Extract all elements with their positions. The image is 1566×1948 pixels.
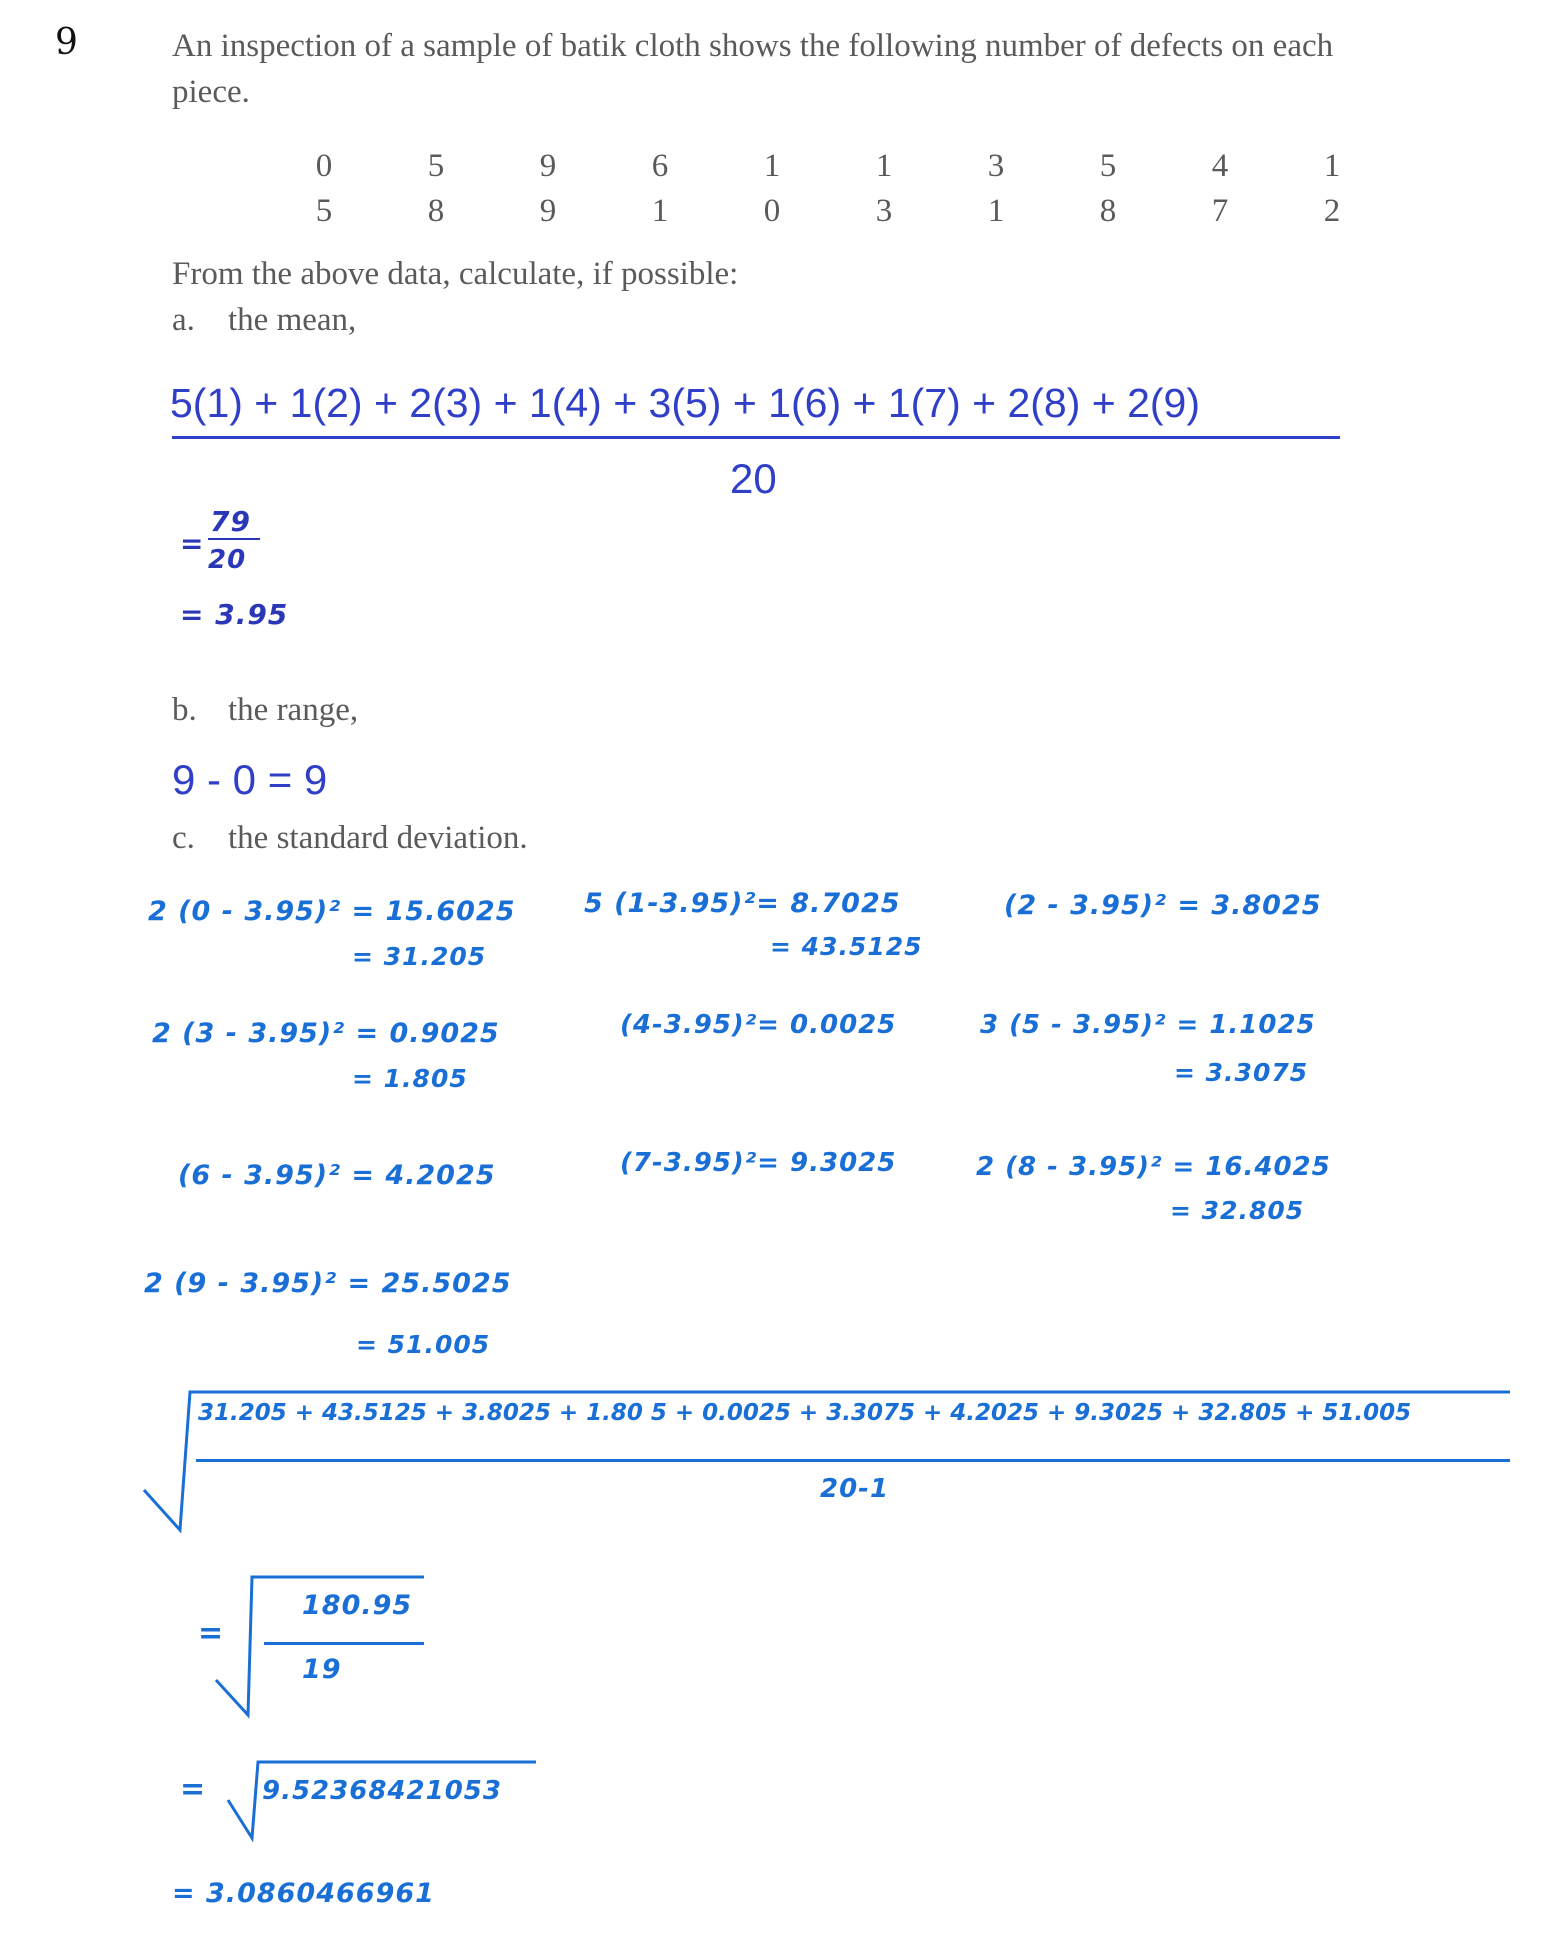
question-number: 9 xyxy=(55,22,78,63)
data-cell: 8 xyxy=(1099,193,1117,229)
sq-term-0: 2 (0 - 3.95)² = 15.6025 xyxy=(148,896,516,927)
final-answer: = 3.0860466961 xyxy=(172,1878,435,1909)
part-b-label: the range, xyxy=(228,692,359,728)
data-cell: 1 xyxy=(1323,148,1341,184)
part-a-label: the mean, xyxy=(228,302,357,338)
sum-denominator: 20-1 xyxy=(820,1474,890,1504)
data-cell: 1 xyxy=(651,193,669,229)
sq-term-1-total: = 43.5125 xyxy=(770,932,923,961)
sq-term-0-total: = 31.205 xyxy=(352,942,487,971)
mean-result: = 3.95 xyxy=(180,598,289,631)
data-cell: 6 xyxy=(651,148,669,184)
sq-term-8-total: = 32.805 xyxy=(1170,1196,1305,1225)
data-cell: 0 xyxy=(315,148,333,184)
sq-term-3-total: = 1.805 xyxy=(352,1064,468,1093)
eq-sign-1: = xyxy=(198,1616,225,1651)
mean-step-denominator: 20 xyxy=(208,545,247,575)
part-b-letter: b. xyxy=(172,692,197,728)
prompt-line-1: An inspection of a sample of batik cloth shows the following number of defects on each xyxy=(172,28,1334,64)
data-cell: 3 xyxy=(875,193,893,229)
sq-term-5-total: = 3.3075 xyxy=(1174,1058,1309,1087)
sq-term-5: 3 (5 - 3.95)² = 1.1025 xyxy=(980,1010,1316,1040)
frac2-numerator: 180.95 xyxy=(302,1590,413,1621)
frac2-bar xyxy=(264,1642,424,1645)
sq-term-7: (7-3.95)²= 9.3025 xyxy=(620,1148,897,1178)
calc-intro: From the above data, calculate, if possible: xyxy=(172,256,739,292)
frac2-denominator: 19 xyxy=(302,1654,342,1685)
data-cell: 9 xyxy=(539,193,557,229)
data-cell: 1 xyxy=(763,148,781,184)
data-cell: 4 xyxy=(1211,148,1229,184)
mean-step-eq: = xyxy=(180,527,205,560)
data-cell: 8 xyxy=(427,193,445,229)
mean-step-numerator: 79 xyxy=(210,505,251,538)
sq-term-1: 5 (1-3.95)²= 8.7025 xyxy=(584,888,901,919)
sum-numerator: 31.205 + 43.5125 + 3.8025 + 1.80 5 + 0.0025 + 3.3075 + 4.2025 + 9.3025 + 32.805 + 51.005 xyxy=(198,1400,1412,1426)
data-cell: 3 xyxy=(987,148,1005,184)
sum-fraction-bar xyxy=(196,1459,1510,1462)
sqrt-value: 9.52368421053 xyxy=(262,1776,502,1806)
data-cell: 0 xyxy=(763,193,781,229)
data-cell: 1 xyxy=(875,148,893,184)
sq-term-2: (2 - 3.95)² = 3.8025 xyxy=(1004,890,1322,921)
mean-numerator: 5(1) + 1(2) + 2(3) + 1(4) + 3(5) + 1(6) + 1(7) + 2(8) + 2(9) xyxy=(170,380,1201,426)
mean-denominator: 20 xyxy=(730,455,777,502)
data-cell: 2 xyxy=(1323,193,1341,229)
part-c-label: the standard deviation. xyxy=(228,820,528,856)
sq-term-8: 2 (8 - 3.95)² = 16.4025 xyxy=(976,1152,1331,1182)
sq-term-9-total: = 51.005 xyxy=(356,1330,491,1359)
data-cell: 9 xyxy=(539,148,557,184)
data-cell: 7 xyxy=(1211,193,1229,229)
sq-term-6: (6 - 3.95)² = 4.2025 xyxy=(178,1160,496,1191)
part-a-letter: a. xyxy=(172,302,195,338)
sq-term-3: 2 (3 - 3.95)² = 0.9025 xyxy=(152,1018,500,1049)
part-c-letter: c. xyxy=(172,820,195,856)
sq-term-4: (4-3.95)²= 0.0025 xyxy=(620,1010,897,1040)
data-cell: 5 xyxy=(1099,148,1117,184)
data-cell: 1 xyxy=(987,193,1005,229)
sq-term-9: 2 (9 - 3.95)² = 25.5025 xyxy=(144,1268,512,1299)
prompt-line-2: piece. xyxy=(172,74,250,110)
eq-sign-2: = xyxy=(180,1772,207,1807)
data-cell: 5 xyxy=(427,148,445,184)
data-cell: 5 xyxy=(315,193,333,229)
range-answer: 9 - 0 = 9 xyxy=(172,756,328,803)
